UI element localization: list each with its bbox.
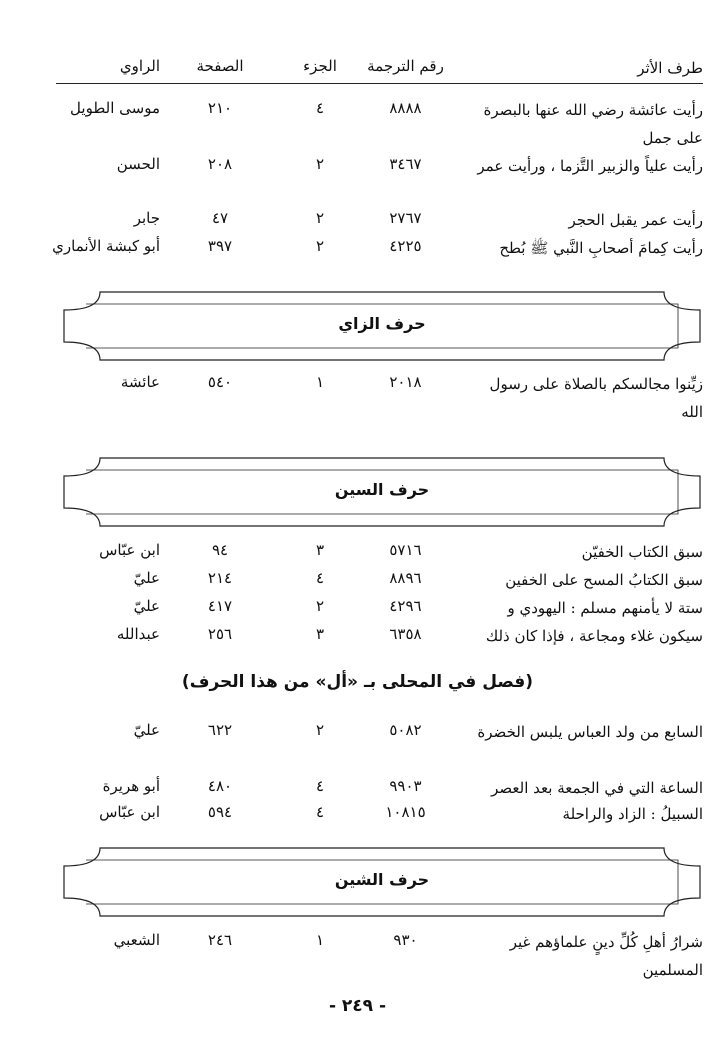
juz-value: ٢ xyxy=(315,597,325,615)
safha-value: ٤٧ xyxy=(211,209,229,227)
section-title: حرف الزاي xyxy=(338,314,426,333)
header-rakm: رقم الترجمة xyxy=(367,57,444,75)
header-athar: طرف الأثر xyxy=(637,59,703,77)
safha-value: ٤٨٠ xyxy=(207,777,233,795)
rawi-value: عائشة xyxy=(120,373,160,391)
page-number: - ٢٤٩ - xyxy=(328,996,387,1016)
header-rule xyxy=(56,83,703,84)
rakm-value: ٥٧١٦ xyxy=(389,541,422,559)
safha-value: ٩٤ xyxy=(211,541,229,559)
juz-value: ٤ xyxy=(315,777,325,795)
table-row xyxy=(0,370,715,421)
table-row xyxy=(0,928,715,979)
section-banner-zay xyxy=(60,288,704,364)
rawi-value: عليّ xyxy=(133,597,160,615)
header-rawi: الراوي xyxy=(119,57,160,75)
juz-value: ٢ xyxy=(315,237,325,255)
rakm-value: ٩٩٠٣ xyxy=(389,777,422,795)
table-header xyxy=(0,54,715,84)
rakm-value: ٩٣٠ xyxy=(393,931,418,949)
safha-value: ٢١٠ xyxy=(207,99,233,117)
juz-value: ٤ xyxy=(315,803,325,821)
section-banner-sin xyxy=(60,454,704,530)
section-title: حرف السين xyxy=(334,480,430,499)
table-row xyxy=(0,206,715,236)
table-row xyxy=(0,594,715,624)
section-title: حرف الشين xyxy=(334,870,430,889)
rakm-value: ٢٠١٨ xyxy=(389,373,422,391)
athar-text: السابع من ولد العباس يلبس الخضرة xyxy=(477,723,703,741)
table-row xyxy=(0,622,715,652)
table-row xyxy=(0,718,715,748)
safha-value: ٤١٧ xyxy=(207,597,233,615)
header-juz: الجزء xyxy=(303,57,337,75)
table-row xyxy=(0,800,715,830)
rawi-value: موسى الطويل xyxy=(70,99,160,117)
rawi-value: جابر xyxy=(133,209,160,227)
rakm-value: ٨٨٩٦ xyxy=(389,569,422,587)
rakm-value: ٥٠٨٢ xyxy=(389,721,422,739)
athar-text: السبيلُ : الزاد والراحلة xyxy=(562,805,703,823)
rawi-value: الحسن xyxy=(116,155,160,173)
rawi-value: عليّ xyxy=(133,569,160,587)
rawi-value: عبدالله xyxy=(116,625,160,643)
juz-value: ٣ xyxy=(315,541,325,559)
rakm-value: ٢٧٦٧ xyxy=(389,209,422,227)
athar-text: رأيت عائشة رضي الله عنها بالبصرة على جمل xyxy=(483,101,703,147)
safha-value: ٢١٤ xyxy=(207,569,233,587)
safha-value: ٦٢٢ xyxy=(207,721,233,739)
juz-value: ٤ xyxy=(315,569,325,587)
athar-text: رأيت عمر يقبل الحجر xyxy=(568,211,703,229)
juz-value: ١ xyxy=(315,373,325,391)
rawi-value: أبو كبشة الأنماري xyxy=(52,237,160,255)
header-safha: الصفحة xyxy=(196,57,244,75)
rawi-value: الشعبي xyxy=(113,931,160,949)
safha-value: ٢٥٦ xyxy=(207,625,233,643)
rakm-value: ٤٢٩٦ xyxy=(389,597,422,615)
rakm-value: ٦٣٥٨ xyxy=(389,625,422,643)
table-row xyxy=(0,538,715,568)
athar-text: الساعة التي في الجمعة بعد العصر xyxy=(491,779,703,797)
rakm-value: ٨٨٨٨ xyxy=(389,99,422,117)
rakm-value: ٤٢٢٥ xyxy=(389,237,422,255)
table-row xyxy=(0,152,715,182)
section-banner-shin xyxy=(60,844,704,920)
rakm-value: ١٠٨١٥ xyxy=(385,803,426,821)
juz-value: ٢ xyxy=(315,209,325,227)
rawi-value: ابن عبّاس xyxy=(99,541,160,559)
juz-value: ٣ xyxy=(315,625,325,643)
athar-text: رأيت كِمامَ أصحابِ النَّبي ﷺ بُطح xyxy=(499,239,703,257)
rawi-value: عليّ xyxy=(133,721,160,739)
juz-value: ١ xyxy=(315,931,325,949)
athar-text: شرارُ أهلِ كُلِّ دينٍ علماؤهم غير المسلمين xyxy=(509,933,703,979)
table-row xyxy=(0,566,715,596)
juz-value: ٤ xyxy=(315,99,325,117)
juz-value: ٢ xyxy=(315,721,325,739)
safha-value: ٢٤٦ xyxy=(207,931,233,949)
athar-text: سيكون غلاء ومجاعة ، فإذا كان ذلك xyxy=(485,627,703,645)
athar-text: سبق الكتابُ المسح على الخفين xyxy=(505,571,703,589)
athar-text: ستة لا يأمنهم مسلم : اليهودي و xyxy=(507,599,703,617)
fasl-heading: (فصل في المحلى بـ «أل» من هذا الحرف) xyxy=(181,672,534,692)
table-row xyxy=(0,234,715,264)
athar-text: زيِّنوا مجالسكم بالصلاة على رسول الله xyxy=(489,375,703,421)
athar-text: رأيت علياً والزبير التَّزما ، ورأيت عمر xyxy=(477,157,703,175)
rawi-value: أبو هريرة xyxy=(102,777,160,795)
safha-value: ٥٤٠ xyxy=(207,373,233,391)
safha-value: ٣٩٧ xyxy=(207,237,233,255)
juz-value: ٢ xyxy=(315,155,325,173)
safha-value: ٥٩٤ xyxy=(207,803,233,821)
table-row xyxy=(0,96,715,147)
rawi-value: ابن عبّاس xyxy=(99,803,160,821)
athar-text: سبق الكتاب الخفيّن xyxy=(581,543,703,561)
safha-value: ٢٠٨ xyxy=(207,155,233,173)
rakm-value: ٣٤٦٧ xyxy=(389,155,422,173)
